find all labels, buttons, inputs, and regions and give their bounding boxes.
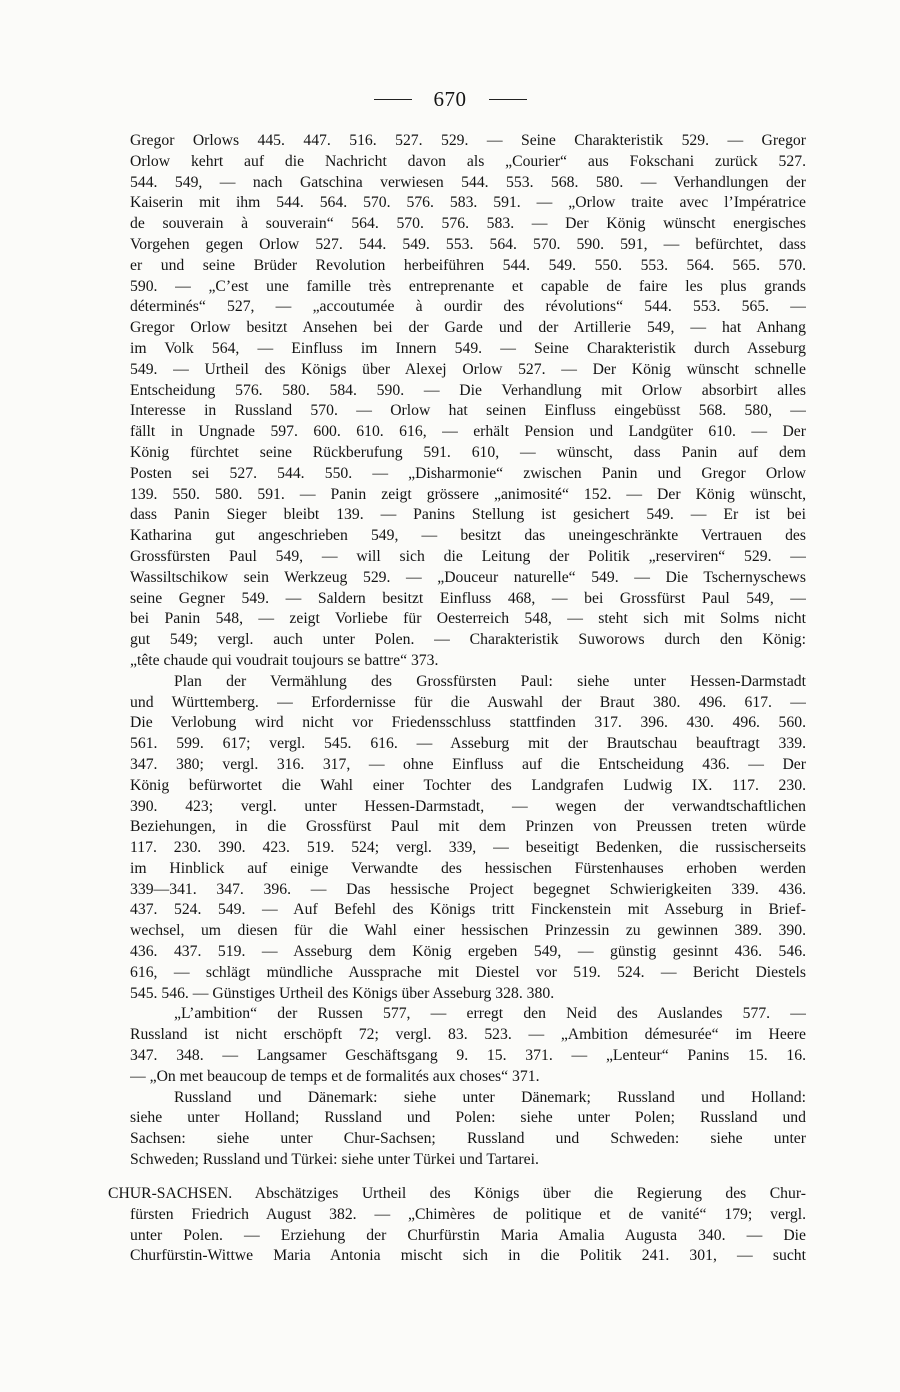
header-rule-left (374, 99, 412, 100)
paragraph-orlow (130, 131, 806, 672)
text-line: Die Verlobung wird nicht vor Friedensschluss stattfinden 317. 396. 430. 496. 560. (130, 714, 806, 732)
text-line: Posten sei 527. 544. 550. — „Disharmonie“ zwischen Panin und Gregor Orlow (130, 464, 806, 482)
text-line: 437. 524. 549. — Auf Befehl des Königs tritt Finckenstein mit Asseburg in Brief- (130, 901, 806, 919)
paragraph-ambition (130, 1004, 806, 1087)
page-number: 670 (433, 86, 467, 111)
paragraph-vermaehlung (130, 672, 806, 1005)
text-line: — „On met beaucoup de temps et de formalités aux choses“ 371. (130, 1067, 540, 1085)
text-line: Sachsen: siehe unter Chur-Sachsen; Russland und Schweden: siehe unter (130, 1130, 806, 1148)
text-line: déterminés“ 527, — „accoutumée à ourdir des révolutions“ 544. 553. 565. — (130, 298, 806, 316)
text-line: seine Gegner 549. — Saldern besitzt Einfluss 468, — bei Grossfürst Paul 549, — (130, 589, 806, 607)
text-line: Interesse in Russland 570. — Orlow hat seinen Einfluss eingebüsst 568. 580, — (130, 402, 806, 420)
text-line: Churfürstin-Wittwe Maria Antonia mischt sich in die Politik 241. 301, — sucht (130, 1247, 806, 1265)
text-line: Plan der Vermählung des Grossfürsten Paul: siehe unter Hessen-Darmstadt (174, 672, 806, 690)
text-line: „tête chaude qui voudrait toujours se battre“ 373. (130, 651, 439, 669)
text-line: im Hinblick auf einige Verwandte des hessischen Fürstenhauses erhoben werden (130, 859, 806, 877)
text-line: Kaiserin mit ihm 544. 564. 570. 576. 583. 591. — „Orlow traite avec l’Impératrice (130, 194, 806, 212)
text-line: Russland ist nicht erschöpft 72; vergl. 83. 523. — „Ambition démesurée“ im Heere (130, 1026, 806, 1044)
text-line: „L’ambition“ der Russen 577, — erregt den Neid des Auslandes 577. — (174, 1005, 806, 1023)
text-line: dass Panin Sieger bleibt 139. — Panins Stellung ist gesichert 549. — Er ist bei (130, 506, 806, 524)
text-line: im Volk 564, — Einfluss im Innern 549. — Seine Charakteristik durch Asseburg (130, 339, 806, 357)
header-rule-right (489, 99, 527, 100)
text-line: Schweden; Russland und Türkei: siehe unter Türkei und Tartarei. (130, 1151, 539, 1169)
paragraph-cross-references (130, 1088, 806, 1171)
text-line: Entscheidung 576. 580. 584. 590. — Die Verhandlung mit Orlow absorbirt alles (130, 381, 806, 399)
index-body (130, 131, 806, 1171)
text-line: gut 549; vergl. auch unter Polen. — Charakteristik Suworows durch den König: (130, 631, 806, 649)
text-line: 347. 380; vergl. 316. 317, — ohne Einfluss auf die Entscheidung 436. — Der (130, 755, 806, 773)
text-line: wechsel, um diesen für die Wahl einer hessischen Prinzessin zu gewinnen 389. 390. (130, 922, 806, 940)
text-line: Gregor Orlows 445. 447. 516. 527. 529. — Seine Charakteristik 529. — Gregor (130, 132, 806, 149)
text-line: bei Panin 548, — zeigt Vorliebe für Oesterreich 548, — steht sich mit Solms nicht (130, 610, 806, 628)
text-line: König fürchtet seine Rückberufung 591. 610, — wünscht, dass Panin auf dem (130, 443, 806, 461)
text-line: 561. 599. 617; vergl. 545. 616. — Asseburg mit der Brautschau beauftragt 339. (130, 735, 806, 753)
entry-chur-sachsen (108, 1184, 806, 1267)
text-line: und Württemberg. — Erfordernisse für die Auswahl der Braut 380. 496. 617. — (130, 693, 806, 711)
text-line: 347. 348. — Langsamer Geschäftsgang 9. 15. 371. — „Lenteur“ Panins 15. 16. (130, 1047, 806, 1065)
page-header (0, 84, 900, 114)
text-line: siehe unter Holland; Russland und Polen: siehe unter Polen; Russland und (130, 1109, 806, 1127)
text-line: 616, — schlägt mündliche Aussprache mit Diestel vor 519. 524. — Bericht Diestels (130, 963, 806, 981)
text-line: Beziehungen, in die Grossfürst Paul mit dem Prinzen von Preussen treten würde (130, 818, 806, 836)
text-line: 390. 423; vergl. unter Hessen-Darmstadt, — wegen der verwandtschaftlichen (130, 797, 806, 815)
text-line: Wassiltschikow sein Werkzeug 529. — „Douceur naturelle“ 549. — Die Tschernyschews (130, 568, 806, 586)
text-line: 545. 546. — Günstiges Urtheil des Königs über Asseburg 328. 380. (130, 984, 555, 1002)
text-line: König befürwortet die Wahl einer Tochter des Landgrafen Ludwig IX. 117. 230. (130, 776, 806, 794)
text-line: fällt in Ungnade 597. 600. 610. 616, — erhält Pension und Landgüter 610. — Der (130, 423, 806, 441)
text-line: CHUR-SACHSEN. Abschätziges Urtheil des Königs über die Regierung des Chur- (108, 1185, 806, 1202)
text-line: Grossfürsten Paul 549, — will sich die Leitung der Politik „reserviren“ 529. — (130, 547, 806, 565)
text-line: Vorgehen gegen Orlow 527. 544. 549. 553. 564. 570. 590. 591, — befürchtet, dass (130, 235, 806, 253)
text-line: de souverain à souverain“ 564. 570. 576. 583. — Der König wünscht energisches (130, 215, 806, 233)
text-line: fürsten Friedrich August 382. — „Chimères de politique et de vanité“ 179; vergl. (130, 1205, 806, 1223)
text-line: Katharina gut angeschrieben 549, — besitzt das uneingeschränkte Vertrauen des (130, 527, 806, 545)
text-line: 339—341. 347. 396. — Das hessische Project begegnet Schwierigkeiten 339. 436. (130, 880, 806, 898)
text-line: er und seine Brüder Revolution herbeiführen 544. 549. 550. 553. 564. 565. 570. (130, 256, 806, 274)
text-line: 117. 230. 390. 423. 519. 524; vergl. 339, — beseitigt Bedenken, die russischerseits (130, 839, 806, 857)
text-line: 590. — „C’est une famille très entreprenante et capable de faire les plus grands (130, 277, 806, 295)
text-line: 544. 549, — nach Gatschina verwiesen 544. 553. 568. 580. — Verhandlungen der (130, 173, 806, 191)
text-line: Russland und Dänemark: siehe unter Dänemark; Russland und Holland: (174, 1088, 806, 1106)
section-chur-sachsen (108, 1184, 806, 1267)
text-line: Gregor Orlow besitzt Ansehen bei der Garde und der Artillerie 549, — hat Anhang (130, 319, 806, 337)
text-line: Orlow kehrt auf die Nachricht davon als „Courier“ aus Fokschani zurück 527. (130, 152, 806, 170)
text-line: 436. 437. 519. — Asseburg dem König ergeben 549, — günstig gesinnt 436. 546. (130, 943, 806, 961)
text-line: unter Polen. — Erziehung der Churfürstin Maria Amalia Augusta 340. — Die (130, 1226, 806, 1244)
text-line: 139. 550. 580. 591. — Panin zeigt grössere „animosité“ 152. — Der König wünscht, (130, 485, 806, 503)
text-line: 549. — Urtheil des Königs über Alexej Orlow 527. — Der König wünscht schnelle (130, 360, 806, 378)
